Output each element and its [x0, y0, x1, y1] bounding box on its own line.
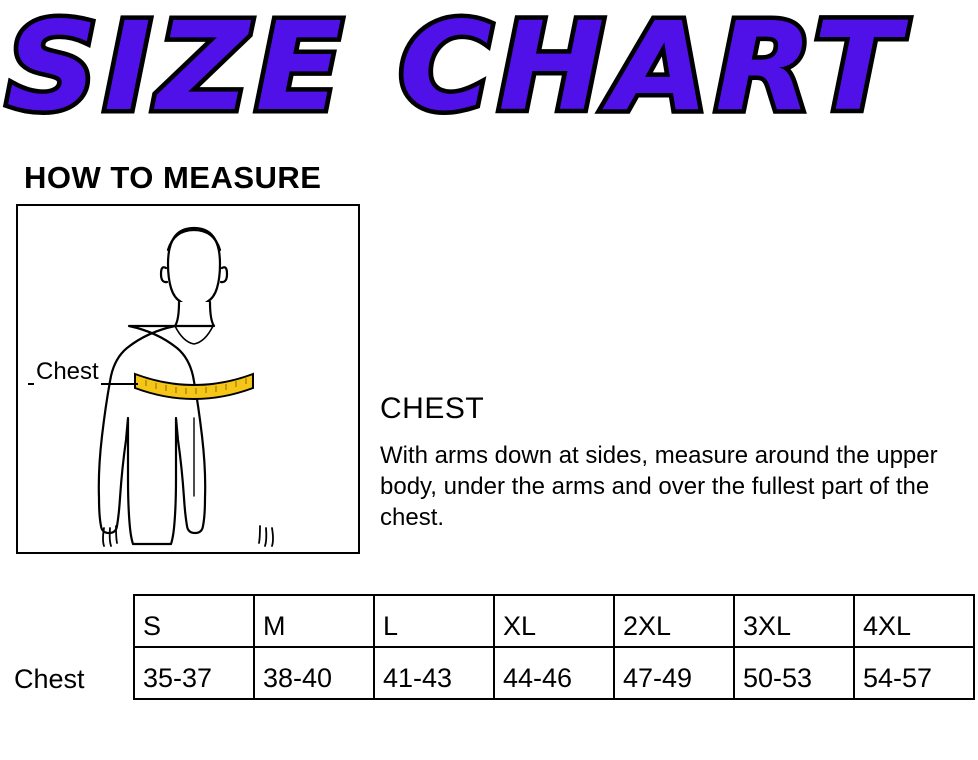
page-title-text: SIZE CHART [6, 0, 907, 138]
table-row [12, 647, 974, 699]
chest-measure-label: Chest [36, 358, 99, 385]
table-header-m: M [254, 595, 374, 647]
description-block [380, 392, 970, 533]
table-corner-cell [12, 595, 134, 647]
table-header-xl: XL [494, 595, 614, 647]
table-cell-chest-s: 35-37 [134, 647, 254, 699]
page-title [0, 0, 978, 142]
size-table [12, 594, 975, 700]
table-header-3xl: 3XL [734, 595, 854, 647]
table-header-row [12, 595, 974, 647]
table-cell-chest-4xl: 54-57 [854, 647, 974, 699]
description-body: With arms down at sides, measure around the upper body, under the arms and over the fullest part of the chest. [380, 442, 938, 531]
table-cell-chest-3xl: 50-53 [734, 647, 854, 699]
table-header-2xl: 2XL [614, 595, 734, 647]
table-cell-chest-xl: 44-46 [494, 647, 614, 699]
description-heading: CHEST [380, 392, 485, 425]
table-row-label-chest: Chest [12, 647, 134, 699]
table-header-s: S [134, 595, 254, 647]
table-header-4xl: 4XL [854, 595, 974, 647]
table-cell-chest-2xl: 47-49 [614, 647, 734, 699]
section-heading: HOW TO MEASURE [24, 160, 322, 195]
table-cell-chest-m: 38-40 [254, 647, 374, 699]
table-header-l: L [374, 595, 494, 647]
table-cell-chest-l: 41-43 [374, 647, 494, 699]
